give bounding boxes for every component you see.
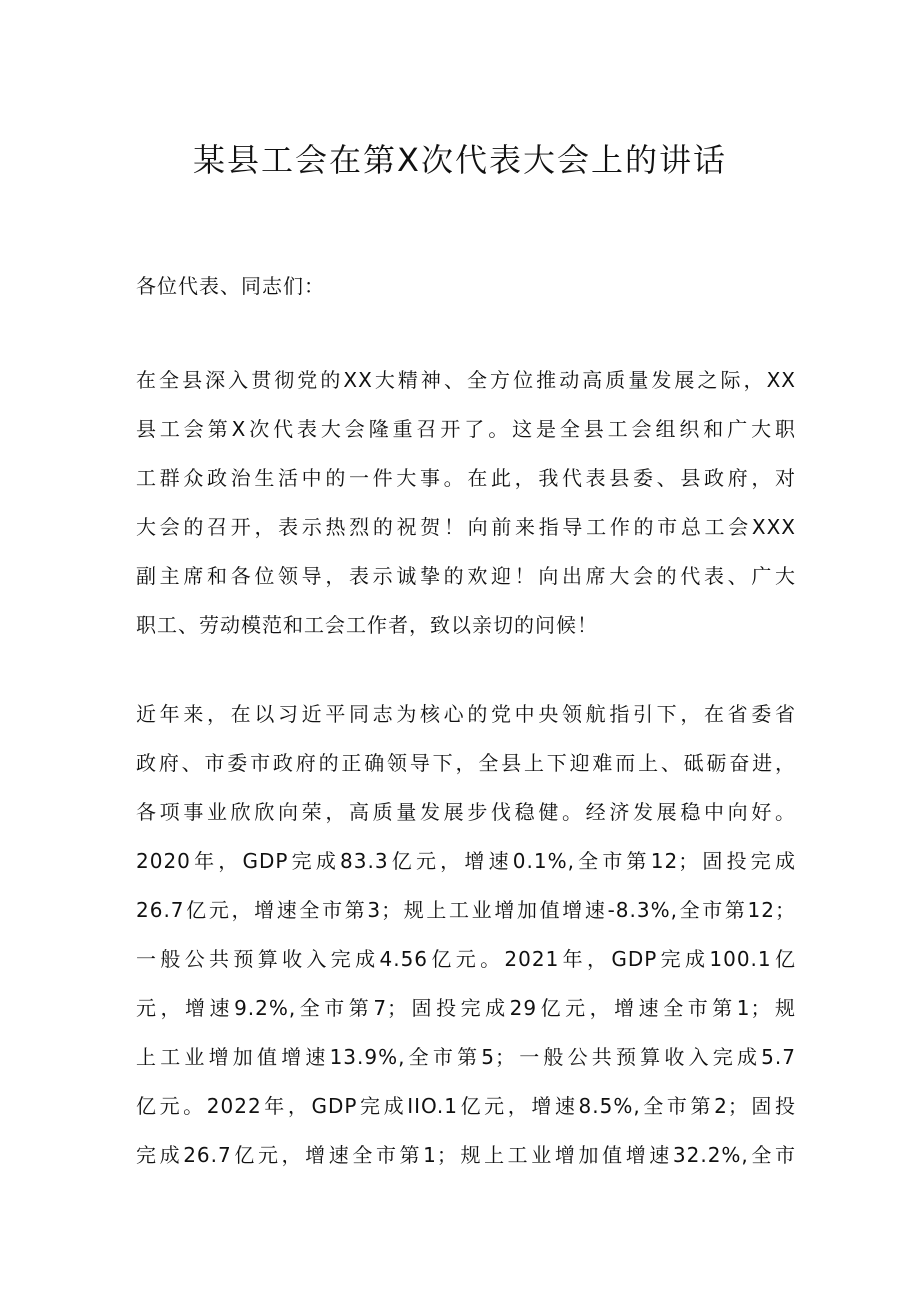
paragraph-line: 上工业增加值增速13.9%,全市第5；一般公共预算收入完成5.7 — [136, 1045, 796, 1069]
paragraph-achievements — [136, 690, 796, 1180]
paragraph-line: 大会的召开，表示热烈的祝贺！向前来指导工作的市总工会XXX — [136, 515, 796, 539]
paragraph-line: 职工、劳动模范和工会工作者，致以亲切的问候！ — [136, 613, 598, 637]
salutation — [136, 262, 796, 311]
paragraph-line: 近年来，在以习近平同志为核心的党中央领航指引下，在省委省 — [136, 702, 796, 726]
paragraph-line: 一般公共预算收入完成4.56亿元。2021年，GDP完成100.1亿 — [136, 947, 796, 971]
paragraph-line: 2020年，GDP完成83.3亿元，增速0.1%,全市第12；固投完成 — [136, 849, 796, 873]
paragraph-line: 元，增速9.2%,全市第7；固投完成29亿元，增速全市第1；规 — [136, 996, 796, 1020]
paragraph-line: 26.7亿元，增速全市第3；规上工业增加值增速-8.3%,全市第12； — [136, 898, 796, 922]
paragraph-line: 完成26.7亿元，增速全市第1；规上工业增加值增速32.2%,全市 — [136, 1143, 796, 1167]
paragraph-line: 县工会第X次代表大会隆重召开了。这是全县工会组织和广大职 — [136, 417, 796, 441]
paragraph-opening — [136, 356, 796, 650]
salutation-line: 各位代表、同志们： — [136, 274, 325, 298]
paragraph-line: 工群众政治生活中的一件大事。在此，我代表县委、县政府，对 — [136, 466, 796, 490]
paragraph-line: 各项事业欣欣向荣，高质量发展步伐稳健。经济发展稳中向好。 — [136, 800, 796, 824]
paragraph-line: 在全县深入贯彻党的XX大精神、全方位推动高质量发展之际，XX — [136, 368, 796, 392]
document-title: 某县工会在第X次代表大会上的讲话 — [193, 141, 727, 179]
paragraph-line: 副主席和各位领导，表示诚挚的欢迎！向出席大会的代表、广大 — [136, 564, 796, 588]
paragraph-line: 亿元。2022年，GDP完成IIO.1亿元，增速8.5%,全市第2；固投 — [136, 1094, 796, 1118]
paragraph-line: 政府、市委市政府的正确领导下，全县上下迎难而上、砥砺奋进， — [136, 751, 796, 775]
